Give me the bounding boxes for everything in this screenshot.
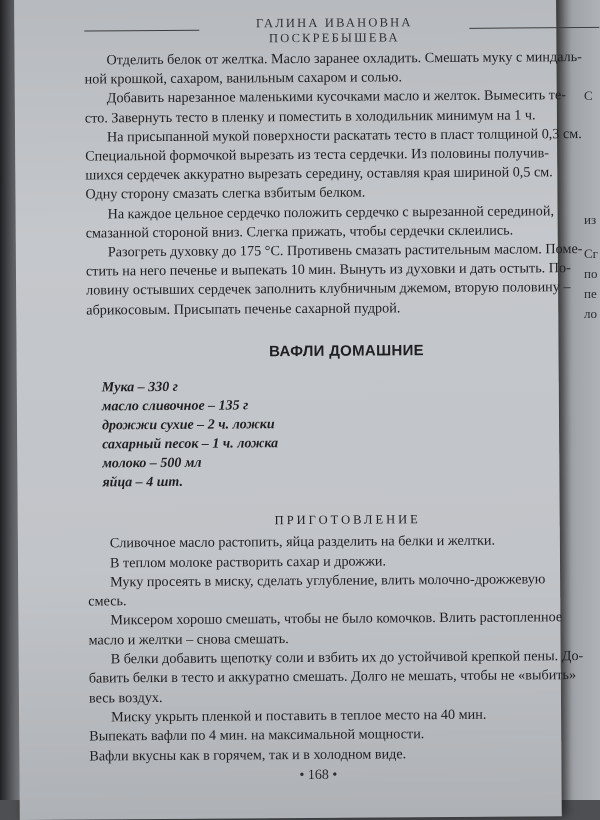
preparation-steps <box>88 531 584 766</box>
step-line: В теплом молоке растворить сахар и дрожжи. <box>109 552 387 571</box>
ingredient-list <box>87 375 568 492</box>
step-line: В белки добавить щепотку соли и взбить их до устойчивой крепкой пены. До- <box>110 648 584 668</box>
step-line: масло и желтки – снова смешать. <box>88 630 289 649</box>
facing-page-fragment: пе <box>584 286 597 301</box>
text-line: ной крошкой, сахаром, ванильным сахаром и солью. <box>84 69 403 88</box>
running-header <box>74 4 544 46</box>
ingredient-item: масло сливочное – 135 г <box>101 398 249 415</box>
step-line: Муку просеять в миску, сделать углубление, влить молочно-дрожжевую <box>110 571 546 591</box>
page-body <box>84 48 584 766</box>
facing-page-fragment: по <box>584 266 598 281</box>
previous-recipe-text <box>84 48 583 320</box>
page-number: • 168 • <box>299 767 338 784</box>
text-line: Добавить нарезанное маленькими кусочками масло и желток. Вымесить те- <box>106 87 567 107</box>
ingredient-item: яйца – 4 шт. <box>102 474 184 491</box>
facing-page-fragment: Сг <box>584 246 599 261</box>
preparation-heading: ПРИГОТОВЛЕНИЕ <box>274 512 421 528</box>
text-line: стить на него печенье и выпекать 10 мин. Вынуть из духовки и дать остыть. По- <box>85 260 571 280</box>
text-line: ловину остывших сердечек заполнить клубничным джемом, вторую половину – <box>86 279 571 299</box>
step-line: Сливочное масло растопить, яйца разделить на белки и желтки. <box>109 532 496 552</box>
text-line: На каждое цельное сердечко положить сердечко с вырезанной серединой, <box>107 202 555 222</box>
text-line: сто. Завернуть тесто в пленку и поместить в холодильник минимум на 1 ч. <box>84 106 536 127</box>
step-line: Миску укрыть пленкой и поставить в теплое место на 40 мин. <box>111 706 487 726</box>
step-line: весь воздух. <box>88 689 163 707</box>
text-line: Специальной формочкой вырезать из теста сердечки. Из половины получив- <box>85 145 550 165</box>
ingredient-item: дрожжи сухие – 2 ч. ложки <box>101 417 275 434</box>
text-line: смазанной стороной вниз. Слегка прижать, чтобы сердечки склеились. <box>85 222 514 242</box>
text-line: абрикосовым. Присыпать печенье сахарной пудрой. <box>86 299 401 319</box>
text-line: Отделить белок от желтка. Масло заранее охладить. Смешать муку с миндаль- <box>106 49 582 69</box>
text-line: Разогреть духовку до 175 °С. Противень смазать растительным маслом. Поме- <box>107 241 583 261</box>
step-line: Вафли вкусны как в горячем, так и в холодном виде. <box>89 745 407 765</box>
step-line: бавить белки в тесто и аккуратно смешать. Долго не мешать, чтобы не «выбить» <box>88 667 577 687</box>
header-rule-left <box>84 30 199 32</box>
ingredient-item: Мука – 330 г <box>101 379 178 396</box>
book-page <box>14 0 584 820</box>
step-line: смесь. <box>88 593 127 610</box>
running-title: ГАЛИНА ИВАНОВНА ПОСКРЕБЫШЕВА <box>255 15 413 46</box>
text-line: Одну сторону смазать слегка взбитым белком. <box>85 184 366 203</box>
facing-page-fragment: ло <box>584 306 597 321</box>
ingredient-item: молоко – 500 мл <box>102 455 202 472</box>
text-line: шихся сердечек аккуратно вырезать середину, оставляя края шириной 0,5 см. <box>85 164 553 184</box>
text-line: На присыпанной мукой поверхности раскатать тесто в пласт толщиной 0,3 см. <box>106 125 582 146</box>
step-line: Миксером хорошо смешать, чтобы не было комочков. Влить растопленное <box>110 609 563 629</box>
ingredient-item: сахарный песок – 1 ч. ложка <box>102 436 279 453</box>
recipe-title: ВАФЛИ ДОМАШНИЕ <box>269 341 424 361</box>
facing-page-fragment: С <box>584 88 593 103</box>
step-line: Выпекать вафли по 4 мин. на максимальной мощности. <box>89 726 425 745</box>
facing-page-fragment: из <box>584 212 597 227</box>
